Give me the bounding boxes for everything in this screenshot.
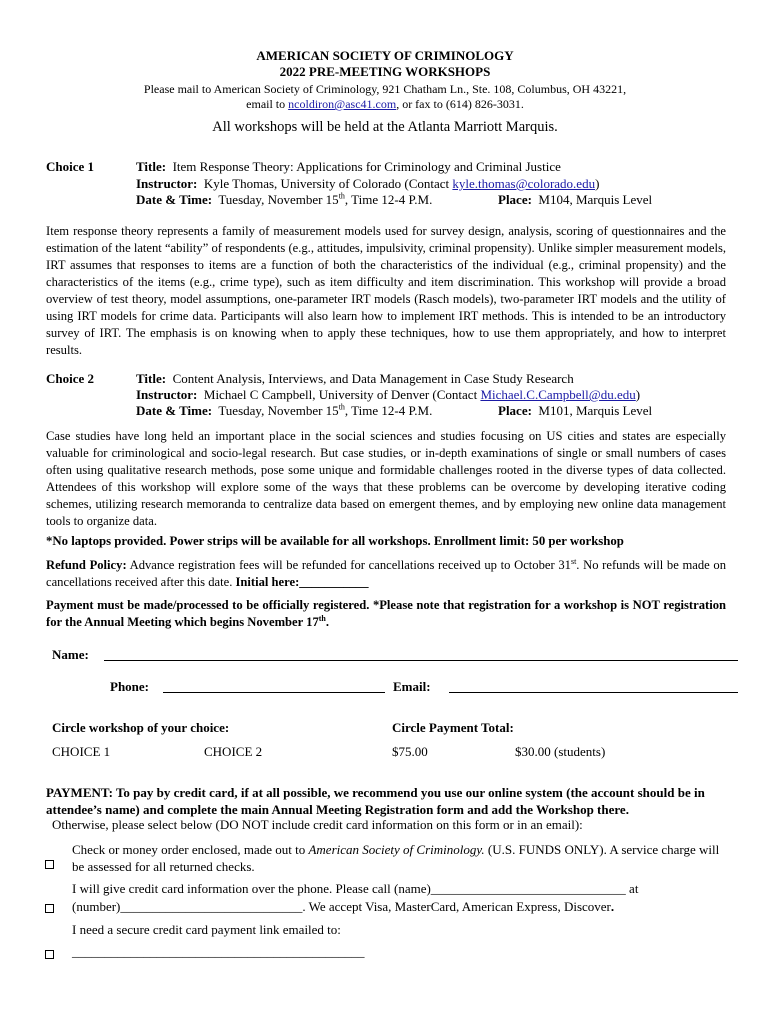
choice2-date: Tuesday, November 15 xyxy=(218,403,339,418)
choice2-option[interactable]: CHOICE 2 xyxy=(204,744,263,759)
price-student-option[interactable]: $30.00 (students) xyxy=(515,744,606,759)
choice2-contact-link[interactable]: Michael.C.Campbell@du.edu xyxy=(480,387,636,402)
name-field[interactable] xyxy=(104,660,738,661)
choice1-instructor-row xyxy=(136,176,599,192)
choice1-title: Item Response Theory: Applications for Criminology and Criminal Justice xyxy=(172,159,561,174)
mail-line: Please mail to American Society of Criminology, 921 Chatham Ln., Ste. 108, Columbus, OH 43221, xyxy=(143,82,627,96)
email-label: Email: xyxy=(393,679,431,694)
phone-label: Phone: xyxy=(110,679,149,694)
choice2-title-label: Title: xyxy=(136,371,167,386)
choice2-title-row xyxy=(136,371,574,387)
circle-payment-label: Circle Payment Total: xyxy=(392,720,514,735)
choice1-option[interactable]: CHOICE 1 xyxy=(52,744,111,759)
choice1-date-sup: th xyxy=(338,191,345,201)
workshop-title: 2022 PRE-MEETING WORKSHOPS xyxy=(279,64,491,79)
refund-policy xyxy=(46,557,726,591)
choice2-place-label: Place: xyxy=(498,403,532,418)
link-option-checkbox[interactable] xyxy=(45,950,54,959)
contact-email-link[interactable]: ncoldiron@asc41.com xyxy=(288,97,397,111)
choice2-instructor-label: Instructor: xyxy=(136,387,198,402)
check-option-checkbox[interactable] xyxy=(45,860,54,869)
choice1-title-label: Title: xyxy=(136,159,167,174)
choice2-description: Case studies have long held an important place in the social sciences and studies focusing on US cities and states are especially valuable for criminological and socio-legal research. But case studies, or in-depth examinations of single or small numbers of cases often using qualitative research methods, pose some unique and formidable challenges rooted in the diverse types of data collected. Attendees of this workshop will explore some of the ways that these problems can be overcome by developing iterative coding schemes, utilizing research memoranda to centralize data based on emergent themes, and by employing new online data management tools to organize data. xyxy=(46,429,726,528)
choice2-place-row xyxy=(498,403,652,419)
phone-field[interactable] xyxy=(163,692,385,693)
check-option-text xyxy=(72,841,732,875)
choice2-date-label: Date & Time: xyxy=(136,403,213,418)
choice1-instructor-label: Instructor: xyxy=(136,176,198,191)
org-title: AMERICAN SOCIETY OF CRIMINOLOGY xyxy=(256,48,514,63)
choice1-place-row xyxy=(498,192,652,208)
payment-note-sup: th xyxy=(318,613,326,623)
choice2-instructor-row xyxy=(136,387,640,403)
choice2-time: , Time 12-4 P.M. xyxy=(344,403,433,418)
choice1-date-label: Date & Time: xyxy=(136,192,213,207)
choice1-time: , Time 12-4 P.M. xyxy=(344,192,433,207)
check-option-pre: Check or money order enclosed, made out to xyxy=(72,842,309,857)
choice1-description: Item response theory represents a family of measurement models used for survey design, analysis, scoring of questionnaires and the estimation of the latent “ability” of respondents (e.g., attitudes, impulsivity, criminal propensity). Unlike simpler measurement models, IRT assumes that responses to items are a function of both the characteristics of the individual (e.g., criminal propensity) and the characteristics of the items (e.g., crime type), such as item difficulty and item discrimination. This workshop will provide a broad overview of test theory, model assumptions, one-parameter IRT models (Rasch models), two-parameter IRT models and the utility of using IRT models for crime data. Participants will also learn how to implement IRT methods. This is intended to be an introductory survey of IRT. The emphasis is on knowing when to apply these techniques, how to use them appropriately, and how to interpret results. xyxy=(46,224,726,357)
laptop-notice: *No laptops provided. Power strips will be available for all workshops. Enrollment limit: 50 per workshop xyxy=(46,534,624,548)
choice1-title-row xyxy=(136,159,561,175)
choice1-contact-link[interactable]: kyle.thomas@colorado.edu xyxy=(452,176,596,191)
choice1-place: M104, Marquis Level xyxy=(538,192,653,207)
initial-here-field[interactable]: Initial here:___________ xyxy=(235,575,369,589)
phone-option-line2-text: (number)____________________________. We accept Visa, MasterCard, American Express, Discover xyxy=(72,899,611,914)
refund-label: Refund Policy: xyxy=(46,558,127,572)
choice2-instructor: Michael C Campbell, University of Denver (Contact xyxy=(203,387,481,402)
refund-sup: st xyxy=(570,556,577,566)
check-option-post: (U.S. FUNDS ONLY). A service charge will be assessed for all returned checks. xyxy=(72,842,720,874)
choice1-instructor: Kyle Thomas, University of Colorado (Contact xyxy=(203,176,453,191)
link-option-email-field[interactable]: _____________________________________________ xyxy=(72,944,365,959)
payment-note-post: . xyxy=(325,615,330,629)
phone-option-dot: . xyxy=(610,899,615,914)
choice1-label: Choice 1 xyxy=(46,159,95,174)
refund-text-post: . No refunds will be made on cancellations received after this date. xyxy=(46,558,727,589)
choice1-date-row xyxy=(136,192,432,208)
check-option-payee: American Society of Criminology. xyxy=(308,842,485,857)
payment-heading: PAYMENT: To pay by credit card, if at all possible, we recommend you use our online system (the account should be in attendee’s name) and complete the main Annual Meeting Registration form and add the Workshop there. xyxy=(46,785,705,817)
choice2-contact-close: ) xyxy=(635,387,641,402)
phone-option-checkbox[interactable] xyxy=(45,904,54,913)
phone-option-line2 xyxy=(72,899,614,915)
link-option-line1: I need a secure credit card payment link emailed to: xyxy=(72,922,341,937)
phone-option-line1: I will give credit card information over the phone. Please call (name)______________________________ at xyxy=(72,881,639,896)
choice2-date-sup: th xyxy=(338,402,345,412)
email-suffix: , or fax to (614) 826-3031. xyxy=(396,97,524,111)
payment-note xyxy=(46,597,726,631)
email-prefix: email to xyxy=(246,97,289,111)
email-line xyxy=(0,96,770,112)
choice2-title: Content Analysis, Interviews, and Data Management in Case Study Research xyxy=(172,371,574,386)
circle-workshop-label: Circle workshop of your choice: xyxy=(52,720,230,735)
choice2-place: M101, Marquis Level xyxy=(538,403,653,418)
choice2-date-row xyxy=(136,403,432,419)
venue-line: All workshops will be held at the Atlanta Marriott Marquis. xyxy=(212,119,558,135)
refund-text: Advance registration fees will be refunded for cancellations received up to October 31 xyxy=(126,558,571,572)
email-field[interactable] xyxy=(449,692,738,693)
payment-otherwise: Otherwise, please select below (DO NOT include credit card information on this form or in an email): xyxy=(52,817,583,832)
name-label: Name: xyxy=(52,647,89,662)
choice1-date: Tuesday, November 15 xyxy=(218,192,339,207)
choice1-contact-close: ) xyxy=(595,176,600,191)
choice2-label: Choice 2 xyxy=(46,371,95,386)
payment-note-text: Payment must be made/processed to be officially registered. *Please note that registration for a workshop is NOT registration for the Annual Meeting which begins November 17 xyxy=(46,598,726,629)
choice1-place-label: Place: xyxy=(498,192,532,207)
price-regular-option[interactable]: $75.00 xyxy=(392,744,428,759)
